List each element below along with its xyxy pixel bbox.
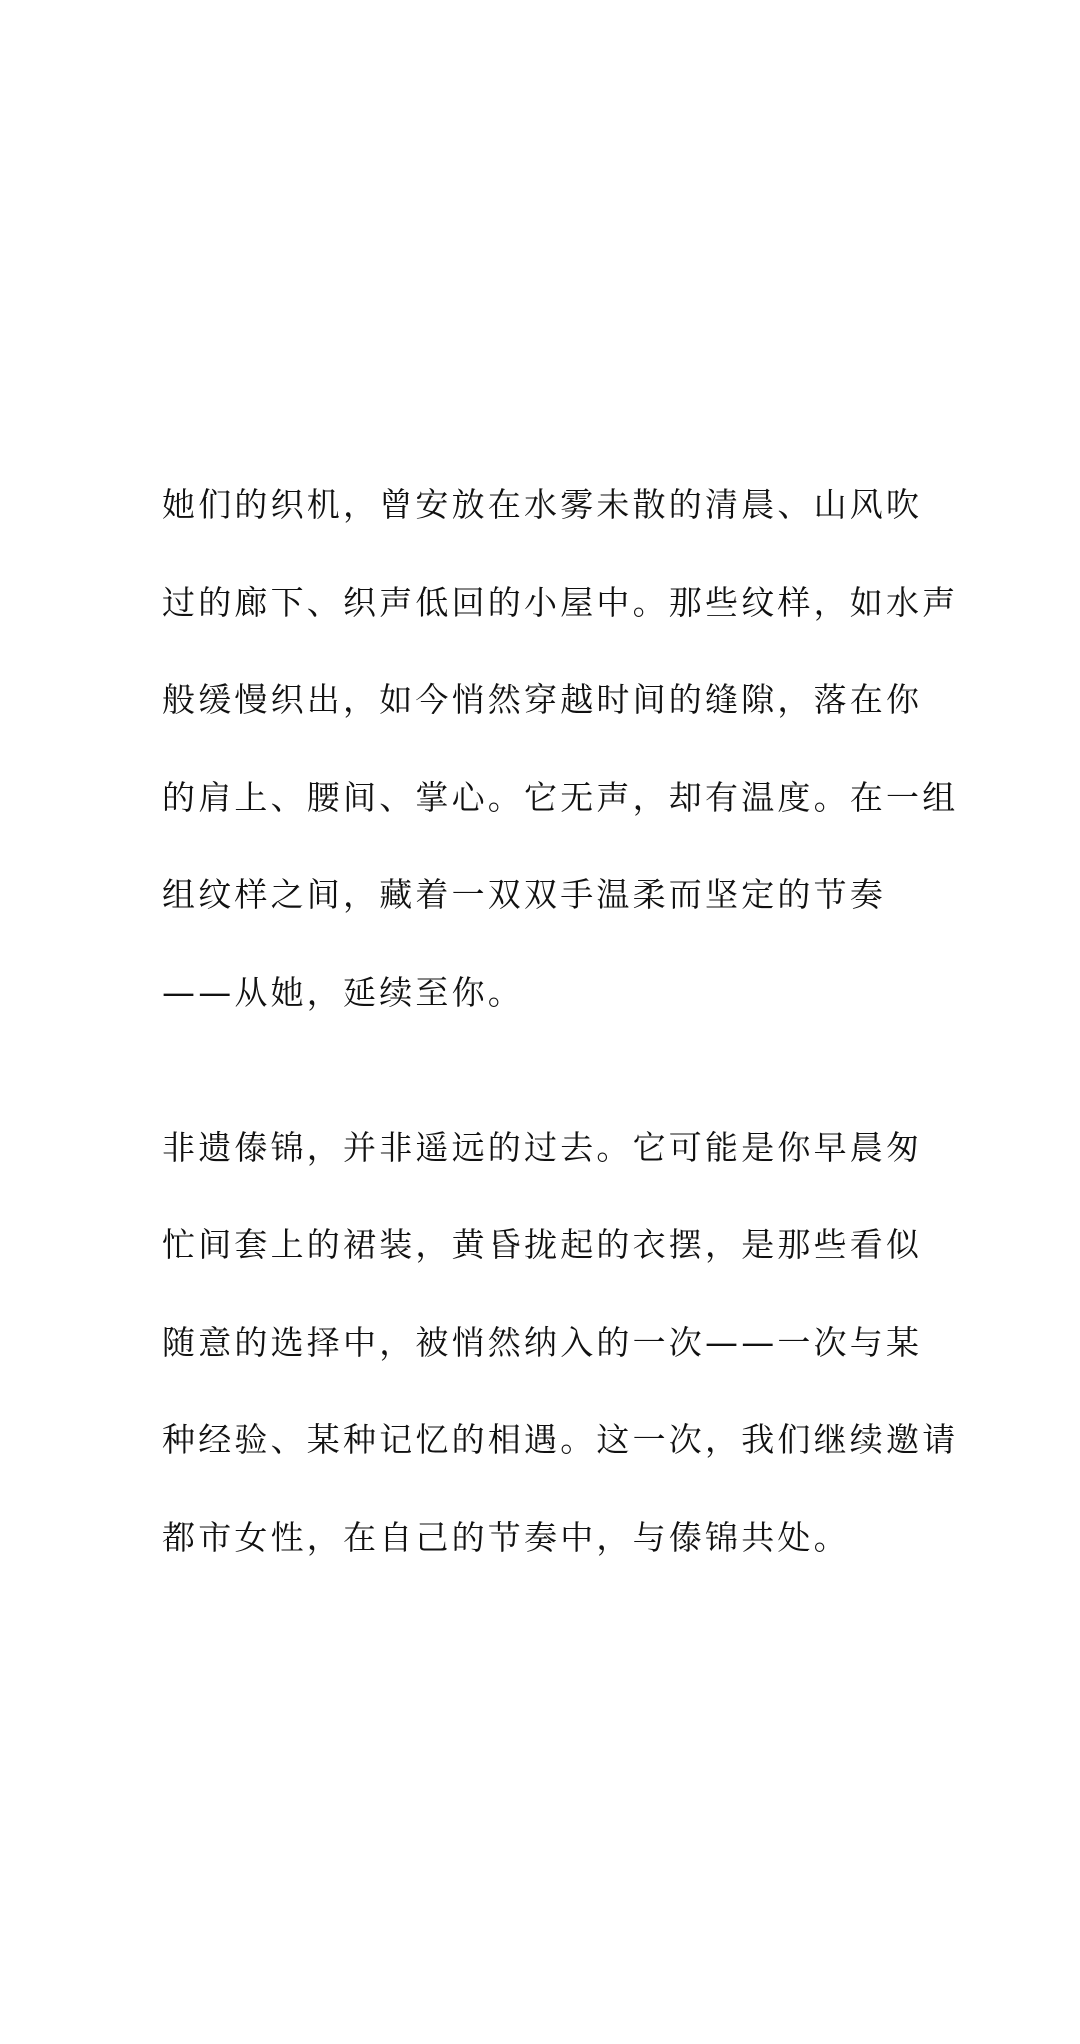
text-line: 组纹样之间，藏着一双双手温柔而坚定的节奏 — [162, 875, 886, 915]
text-line: 过的廊下、织声低回的小屋中。那些纹样，如水声 — [162, 582, 959, 622]
paragraph-dai-brocade-heritage — [162, 1099, 959, 1587]
text-line: 她们的织机，曾安放在水雾未散的清晨、山风吹 — [162, 485, 923, 524]
text-line: 种经验、某种记忆的相遇。这一次，我们继续邀请 — [162, 1420, 959, 1460]
text-line: 非遗傣锦，并非遥远的过去。它可能是你早晨匆 — [162, 1127, 923, 1167]
text-line: 的肩上、腰间、掌心。它无声，却有温度。在一组 — [162, 777, 959, 817]
text-line: 忙间套上的裙装，黄昏拢起的衣摆，是那些看似 — [162, 1225, 923, 1265]
article-body — [162, 456, 959, 1587]
text-line: 般缓慢织出，如今悄然穿越时间的缝隙，落在你 — [162, 680, 923, 720]
text-line: 都市女性，在自己的节奏中，与傣锦共处。 — [162, 1517, 850, 1557]
text-line: ——从她，延续至你。 — [162, 972, 524, 1012]
text-line: 随意的选择中，被悄然纳入的一次——一次与某 — [162, 1322, 923, 1362]
paragraph-weaving-looms — [162, 456, 959, 1042]
